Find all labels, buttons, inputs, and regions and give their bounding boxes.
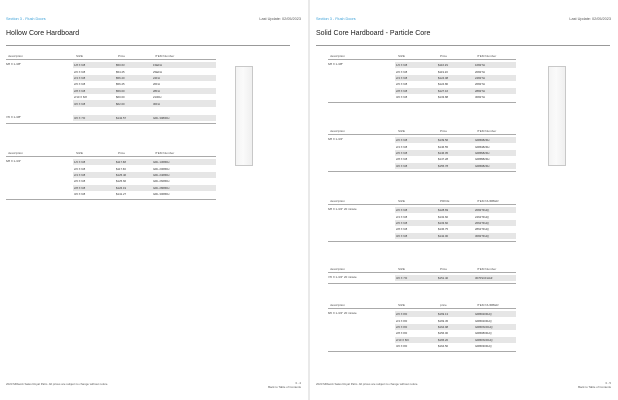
cell-size: 3/0 X 6/8 bbox=[74, 101, 86, 106]
cell-price: $116.29 bbox=[438, 63, 448, 68]
row-group bbox=[328, 275, 516, 281]
row-group-description: 7/0 X 1-3/8" bbox=[6, 114, 22, 119]
cell-size: 1/8 X 6/8 bbox=[74, 63, 86, 68]
row-group-description: 6/8 X 1-3/4" bbox=[328, 137, 344, 141]
cell-size: 2/4 X 8/0 bbox=[396, 318, 408, 323]
table-row bbox=[328, 343, 516, 349]
cell-size: 2/6 X 6/8 bbox=[396, 150, 408, 155]
cell-size: 2/4 X 6/8 bbox=[74, 75, 86, 80]
cell-price: $50.63 bbox=[116, 63, 125, 68]
cell-price: $164.50 bbox=[438, 344, 449, 349]
cell-size: 1/6 X 6/8 bbox=[396, 63, 408, 68]
row-cells bbox=[395, 233, 516, 239]
page-title: Hollow Core Hardboard bbox=[6, 30, 80, 37]
header-divider bbox=[328, 204, 516, 205]
cell-item-number: GRL 3080FH bbox=[153, 115, 170, 120]
table-row bbox=[6, 191, 216, 197]
price-table bbox=[6, 53, 216, 124]
row-group bbox=[328, 137, 516, 169]
cell-size: 3/0 X 8/0 bbox=[396, 344, 408, 349]
cell-item-number: 2682TH bbox=[475, 82, 485, 87]
cell-size: 3/0 X 6/8 bbox=[396, 163, 408, 168]
price-table bbox=[6, 150, 216, 200]
cell-item-number: 2662TFHQ bbox=[475, 220, 489, 225]
column-header-price: Price bbox=[118, 151, 126, 155]
cell-item-number: GRL 2868FH bbox=[153, 185, 170, 190]
cell-item-number: 2482TH bbox=[475, 75, 485, 80]
cell-item-number: 3082TFHQ bbox=[475, 233, 489, 238]
table-row bbox=[6, 115, 216, 121]
cell-price: $155.78 bbox=[438, 163, 449, 168]
cell-price: $125.66 bbox=[116, 179, 127, 184]
cell-price: $133.60 bbox=[438, 220, 449, 225]
last-update: Last Update: 02/05/2023 bbox=[569, 17, 611, 21]
cell-price: $142.57 bbox=[116, 115, 127, 120]
column-header-price: Price bbox=[118, 54, 126, 58]
table-end-divider bbox=[6, 199, 216, 200]
cell-price: $54.25 bbox=[116, 69, 125, 74]
cell-size: 2/0 X 6/8 bbox=[74, 69, 86, 74]
table-row bbox=[328, 163, 516, 169]
price-table bbox=[328, 198, 516, 242]
price-table bbox=[328, 53, 516, 103]
column-header-item: ITEM Number bbox=[477, 54, 497, 58]
cell-price: $133.88 bbox=[438, 95, 449, 100]
row-cells bbox=[73, 115, 216, 121]
cell-price: $136.75 bbox=[438, 227, 449, 232]
cell-price: $139.56 bbox=[438, 138, 449, 143]
cell-price: $146.55 bbox=[438, 144, 449, 149]
row-cells bbox=[395, 343, 516, 349]
table-end-divider bbox=[328, 241, 516, 242]
cell-price: $156.00 bbox=[438, 331, 449, 336]
cell-price: $169.45 bbox=[438, 318, 449, 323]
column-header-description: description bbox=[8, 54, 23, 58]
cell-item-number: 2862TFHQ bbox=[475, 227, 489, 232]
footer-note: 2023 Millwork Sales Royal Palm. All prices are subject to change without notice. bbox=[6, 382, 109, 386]
cell-size: 1/6 X 6/8 bbox=[74, 160, 86, 165]
cell-size: 2/4 X 6/8 bbox=[74, 172, 86, 177]
row-group bbox=[6, 115, 216, 121]
footer-note: 2023 Millwork Sales Royal Palm. All prices are subject to change without notice. bbox=[316, 382, 419, 386]
column-header-item: ITEM Number bbox=[477, 129, 497, 133]
cell-price: $151.40 bbox=[438, 276, 449, 281]
column-header-description: description bbox=[330, 129, 345, 133]
header-divider bbox=[328, 59, 516, 60]
cell-size: 2/6 X 6/8 bbox=[396, 82, 408, 87]
section-label: Section 3 - Flush Doors bbox=[6, 17, 46, 21]
column-header-item: ITEM NUMBER bbox=[477, 199, 499, 203]
cell-item-number: GRB080FHQ bbox=[475, 331, 492, 336]
cell-price: $141.27 bbox=[116, 192, 127, 197]
cell-size: 3/0 X 6/8 bbox=[396, 95, 408, 100]
table-row bbox=[328, 94, 516, 100]
column-header-item: ITEM Number bbox=[155, 54, 175, 58]
cell-size: 3/0 X 6/8 bbox=[74, 192, 86, 197]
header-divider bbox=[328, 308, 516, 309]
header-divider bbox=[328, 272, 516, 273]
column-header-description: description bbox=[330, 267, 345, 271]
cell-size: 2/8 X 6/8 bbox=[396, 88, 408, 93]
cell-price: $117.68 bbox=[116, 160, 126, 165]
column-header-price: Price bbox=[440, 267, 448, 271]
header-divider bbox=[6, 156, 216, 157]
cell-price: $127.16 bbox=[438, 88, 449, 93]
cell-size: 3/0 X 7/0 bbox=[396, 276, 408, 281]
cell-price: $147.28 bbox=[438, 157, 449, 162]
row-cells bbox=[395, 163, 516, 169]
cell-price: $59.00 bbox=[116, 88, 125, 93]
cell-price: $62.00 bbox=[116, 101, 125, 106]
cell-item-number: GRB020FHQ bbox=[475, 312, 492, 317]
column-header-item: ITEM Number bbox=[155, 151, 175, 155]
table-end-divider bbox=[328, 171, 516, 172]
title-divider bbox=[316, 45, 610, 46]
row-group-description: 6/8 X 1-3/8" bbox=[328, 62, 344, 66]
column-header-size: SIZE bbox=[76, 54, 83, 58]
page-number: 3 - 4 bbox=[295, 381, 301, 385]
row-cells bbox=[395, 94, 516, 100]
cell-size: 2/8 X 6/8 bbox=[74, 88, 86, 93]
table-end-divider bbox=[328, 283, 516, 284]
cell-item-number: GRB030FHQ bbox=[475, 344, 492, 349]
row-cells bbox=[395, 275, 516, 281]
column-header-description: description bbox=[8, 151, 23, 155]
cell-item-number: GRL 2468FH bbox=[153, 172, 170, 177]
cell-price: $169.13 bbox=[438, 312, 449, 317]
cell-item-number: 26FH bbox=[153, 82, 160, 87]
cell-size: 2/6 X 8/0 bbox=[396, 324, 408, 329]
table-row bbox=[328, 233, 516, 239]
section-label: Section 3 - Flush Doors bbox=[316, 17, 356, 21]
row-cells bbox=[73, 191, 216, 197]
table-end-divider bbox=[328, 102, 516, 103]
price-table bbox=[328, 266, 516, 284]
cell-size: 2/0 X 6/8 bbox=[396, 138, 408, 143]
cell-size: 2/8 X 6/8 bbox=[396, 157, 408, 162]
cell-item-number: 2SEFH bbox=[153, 69, 163, 74]
price-table bbox=[328, 128, 516, 172]
column-header-description: description bbox=[330, 54, 345, 58]
cell-item-number: GRL 3068FH bbox=[153, 192, 170, 197]
column-header-description: description bbox=[330, 303, 345, 307]
cell-size: 2/10 X 8/0 bbox=[396, 337, 409, 342]
row-group bbox=[6, 159, 216, 197]
cell-size: 2/0 X 6/8 bbox=[74, 166, 86, 171]
page-number: 3 - 5 bbox=[605, 381, 611, 385]
door-image bbox=[548, 66, 566, 166]
row-group-description: 6/8 X 1-3/8" bbox=[6, 62, 22, 66]
cell-item-number: 24FH bbox=[153, 75, 160, 80]
table-end-divider bbox=[328, 351, 516, 352]
cell-item-number: GRB882FH bbox=[475, 157, 490, 162]
cell-size: 2/8 X 6/8 bbox=[396, 227, 408, 232]
header-divider bbox=[328, 134, 516, 135]
column-header-item: ITEM NUMBER bbox=[477, 303, 499, 307]
row-group bbox=[328, 62, 516, 100]
cell-size: 2/6 X 6/8 bbox=[396, 220, 408, 225]
cell-size: 3/0 X 6/8 bbox=[396, 233, 408, 238]
column-header-price: Price bbox=[440, 54, 448, 58]
column-header-description: description bbox=[330, 199, 345, 203]
cell-size: 2/6 X 6/8 bbox=[74, 179, 86, 184]
cell-size: 2/4 X 6/8 bbox=[396, 144, 408, 149]
title-divider bbox=[6, 45, 290, 46]
cell-item-number: 3070SCFHAZ bbox=[475, 276, 493, 281]
cell-item-number: 2082TH bbox=[475, 69, 485, 74]
page-title: Solid Core Hardboard - Particle Core bbox=[316, 30, 431, 37]
cell-item-number: 1SEFH bbox=[153, 63, 163, 68]
footer-page-info bbox=[578, 381, 611, 389]
cell-item-number: 2082TFHQ bbox=[475, 208, 489, 213]
column-header-size: SIZE bbox=[398, 129, 405, 133]
column-header-size: SIZE bbox=[398, 199, 405, 203]
cell-item-number: GRB0SOFHQ bbox=[475, 324, 493, 329]
column-header-item: ITEM Number bbox=[477, 267, 497, 271]
column-header-size: SIZE bbox=[398, 54, 405, 58]
cell-price: $60.00 bbox=[116, 95, 125, 100]
cell-item-number: 2462TFHQ bbox=[475, 214, 489, 219]
cell-price: $128.69 bbox=[438, 208, 449, 213]
column-header-price: price bbox=[440, 303, 447, 307]
cell-size: 2/0 X 6/8 bbox=[396, 208, 408, 213]
back-to-toc-link[interactable]: Back to Table of Contents bbox=[578, 385, 611, 389]
cell-size: 2/0 X 8/0 bbox=[396, 312, 408, 317]
cell-size: 2/6 X 6/8 bbox=[74, 82, 86, 87]
cell-item-number: 2882TH bbox=[475, 88, 485, 93]
table-end-divider bbox=[6, 123, 216, 124]
cell-price: $117.66 bbox=[116, 166, 126, 171]
cell-price: $56.20 bbox=[116, 75, 125, 80]
cell-item-number: GRL 2668FH bbox=[153, 179, 170, 184]
cell-item-number: 1682TH bbox=[475, 63, 485, 68]
cell-price: $56.25 bbox=[116, 82, 125, 87]
cell-item-number: 30FH bbox=[153, 101, 160, 106]
row-group-description: 7/0 X 1-3/4" 20 minute bbox=[328, 275, 357, 279]
cell-price: $124.80 bbox=[438, 82, 449, 87]
cell-item-number: GRB682FH bbox=[475, 150, 490, 155]
footer-page-info bbox=[268, 381, 301, 389]
right-page bbox=[310, 0, 618, 400]
row-group-description: 6/8 X 1-3/4" 20 minute bbox=[328, 207, 357, 211]
cell-price: $165.20 bbox=[438, 337, 449, 342]
row-group-description: 8/0 X 1-3/4" 20 minute bbox=[328, 311, 357, 315]
back-to-toc-link[interactable]: Back to Table of Contents bbox=[268, 385, 301, 389]
cell-price: $146.05 bbox=[438, 150, 449, 155]
column-header-size: SIZE bbox=[398, 303, 405, 307]
column-header-price: Price bbox=[440, 129, 448, 133]
cell-size: 2/10 X 6/8 bbox=[74, 95, 87, 100]
column-header-size: SIZE bbox=[76, 151, 83, 155]
cell-item-number: GRB020FHQ bbox=[475, 318, 492, 323]
cell-item-number: GRL 2068FH bbox=[153, 166, 170, 171]
cell-item-number: 28FH bbox=[153, 88, 160, 93]
column-header-size: SIZE bbox=[398, 267, 405, 271]
cell-price: $124.08 bbox=[438, 75, 449, 80]
cell-size: 3/0 X 7/0 bbox=[74, 115, 86, 120]
last-update: Last Update: 02/05/2023 bbox=[259, 17, 301, 21]
row-group bbox=[328, 207, 516, 239]
cell-item-number: GRB082FH bbox=[475, 138, 490, 143]
cell-size: 2/8 X 6/8 bbox=[74, 185, 86, 190]
cell-item-number: GRB482FH bbox=[475, 144, 490, 149]
cell-size: 2/4 X 6/8 bbox=[396, 75, 408, 80]
table-row bbox=[6, 100, 216, 106]
cell-size: 2/0 X 6/8 bbox=[396, 69, 408, 74]
cell-item-number: GRB082FH bbox=[475, 163, 490, 168]
cell-item-number: GRB0SOFHQ bbox=[475, 337, 493, 342]
row-group bbox=[6, 62, 216, 107]
cell-price: $132.60 bbox=[438, 214, 449, 219]
cell-price: $126.19 bbox=[116, 185, 127, 190]
cell-item-number: 210FH bbox=[153, 95, 162, 100]
price-table bbox=[328, 302, 516, 352]
left-page bbox=[0, 0, 308, 400]
cell-price: $164.98 bbox=[438, 324, 449, 329]
row-group-description: 6/8 X 1-3/4" bbox=[6, 159, 22, 163]
cell-price: $142.00 bbox=[438, 233, 449, 238]
row-group bbox=[328, 311, 516, 349]
cell-size: 2/8 X 8/0 bbox=[396, 331, 408, 336]
cell-price: $125.46 bbox=[116, 172, 127, 177]
cell-item-number: 3082TH bbox=[475, 95, 485, 100]
cell-item-number: GRL 1368FH bbox=[153, 160, 170, 165]
header-divider bbox=[6, 59, 216, 60]
cell-size: 2/4 X 6/8 bbox=[396, 214, 408, 219]
door-image bbox=[235, 66, 253, 166]
row-cells bbox=[73, 100, 216, 106]
column-header-price: PRICE bbox=[440, 199, 450, 203]
cell-price: $119.20 bbox=[438, 69, 448, 74]
